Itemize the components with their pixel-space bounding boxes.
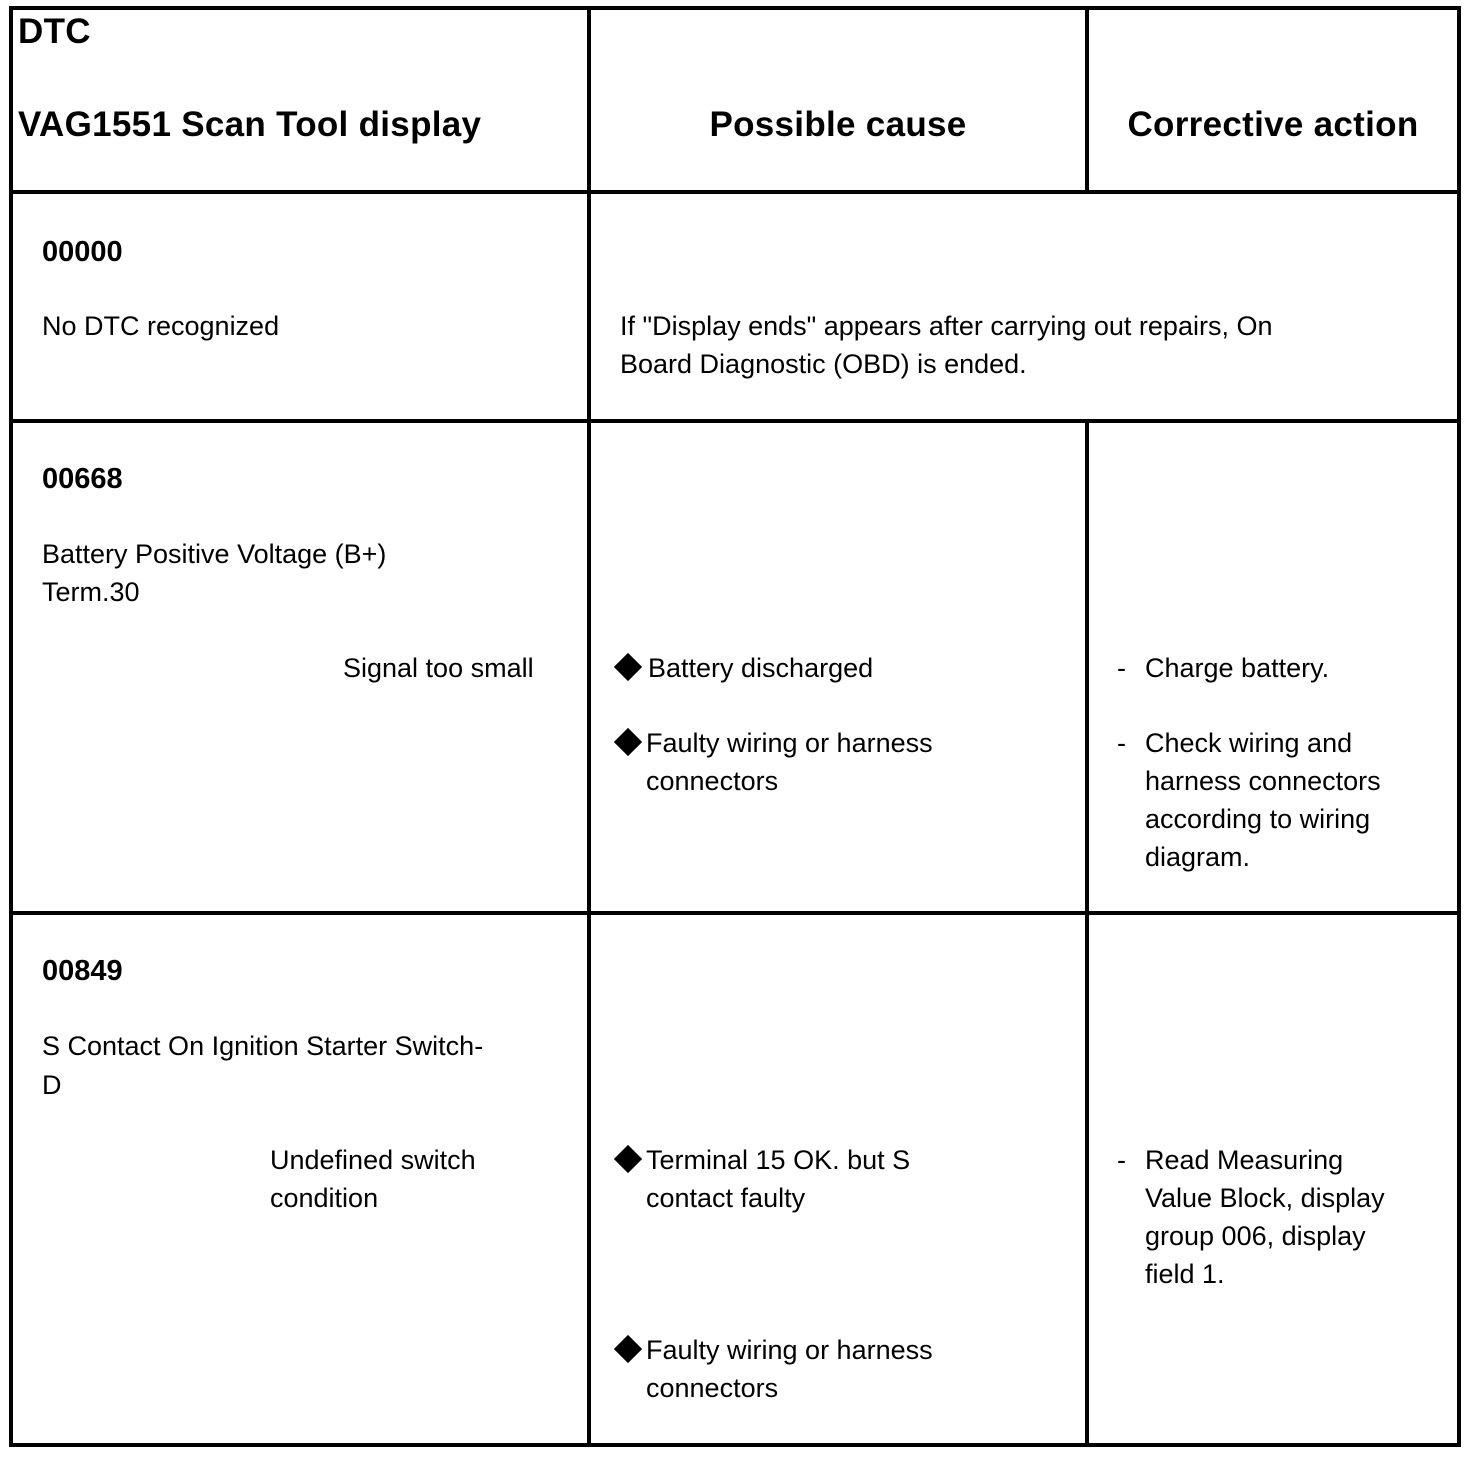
- dtc-condition-line: condition: [270, 1183, 379, 1213]
- row-divider-header: [9, 190, 1461, 194]
- header-corrective-action: Corrective action: [1127, 105, 1419, 144]
- action-dash: -: [1117, 1145, 1126, 1175]
- dtc-condition: Signal too small: [343, 653, 534, 683]
- dtc-note-line: If "Display ends" appears after carrying out repairs, On: [620, 311, 1273, 341]
- action-line: harness connectors: [1145, 766, 1381, 796]
- cause-line: Battery discharged: [648, 653, 874, 683]
- dtc-code: 00668: [42, 463, 123, 495]
- action-line: field 1.: [1145, 1259, 1225, 1289]
- action-line: Value Block, display: [1145, 1183, 1385, 1213]
- dtc-code: 00849: [42, 955, 123, 987]
- dtc-description-line: S Contact On Ignition Starter Switch-: [42, 1031, 484, 1061]
- action-line: group 006, display: [1145, 1221, 1366, 1251]
- column-divider-2-body: [1085, 421, 1089, 1447]
- dtc-description-line: Battery Positive Voltage (B+): [42, 539, 387, 569]
- header-dtc-label: DTC: [18, 12, 91, 51]
- column-divider-1: [587, 6, 591, 1447]
- cause-line: Terminal 15 OK. but S: [646, 1145, 911, 1175]
- cause-item: [646, 724, 933, 800]
- cause-line: Faulty wiring or harness: [646, 1335, 933, 1365]
- action-line: Read Measuring: [1145, 1145, 1344, 1175]
- cause-line: connectors: [646, 1373, 779, 1403]
- action-line: diagram.: [1145, 842, 1251, 872]
- cause-item: [646, 1331, 933, 1407]
- cause-line: contact faulty: [646, 1183, 806, 1213]
- dtc-code: 00000: [42, 236, 123, 268]
- header-possible-cause: Possible cause: [709, 105, 967, 144]
- action-item: [1145, 724, 1381, 876]
- cause-line: connectors: [646, 766, 779, 796]
- cause-item: [646, 1141, 910, 1217]
- action-line: Charge battery.: [1145, 653, 1330, 683]
- action-dash: -: [1117, 728, 1126, 758]
- dtc-note-line: Board Diagnostic (OBD) is ended.: [620, 349, 1027, 379]
- action-line: according to wiring: [1145, 804, 1371, 834]
- cause-item: [648, 649, 873, 687]
- dtc-description: No DTC recognized: [42, 311, 280, 341]
- row-divider-1: [9, 419, 1461, 423]
- dtc-description-line: Term.30: [42, 577, 140, 607]
- row-divider-2: [9, 911, 1461, 915]
- dtc-description-line: D: [42, 1070, 62, 1100]
- header-scan-tool-display: VAG1551 Scan Tool display: [18, 105, 482, 144]
- cause-line: Faulty wiring or harness: [646, 728, 933, 758]
- action-item: [1145, 649, 1329, 687]
- column-divider-2-header: [1085, 6, 1089, 194]
- dtc-condition-line: Undefined switch: [270, 1145, 476, 1175]
- action-dash: -: [1117, 653, 1126, 683]
- action-item: [1145, 1141, 1385, 1293]
- action-line: Check wiring and: [1145, 728, 1353, 758]
